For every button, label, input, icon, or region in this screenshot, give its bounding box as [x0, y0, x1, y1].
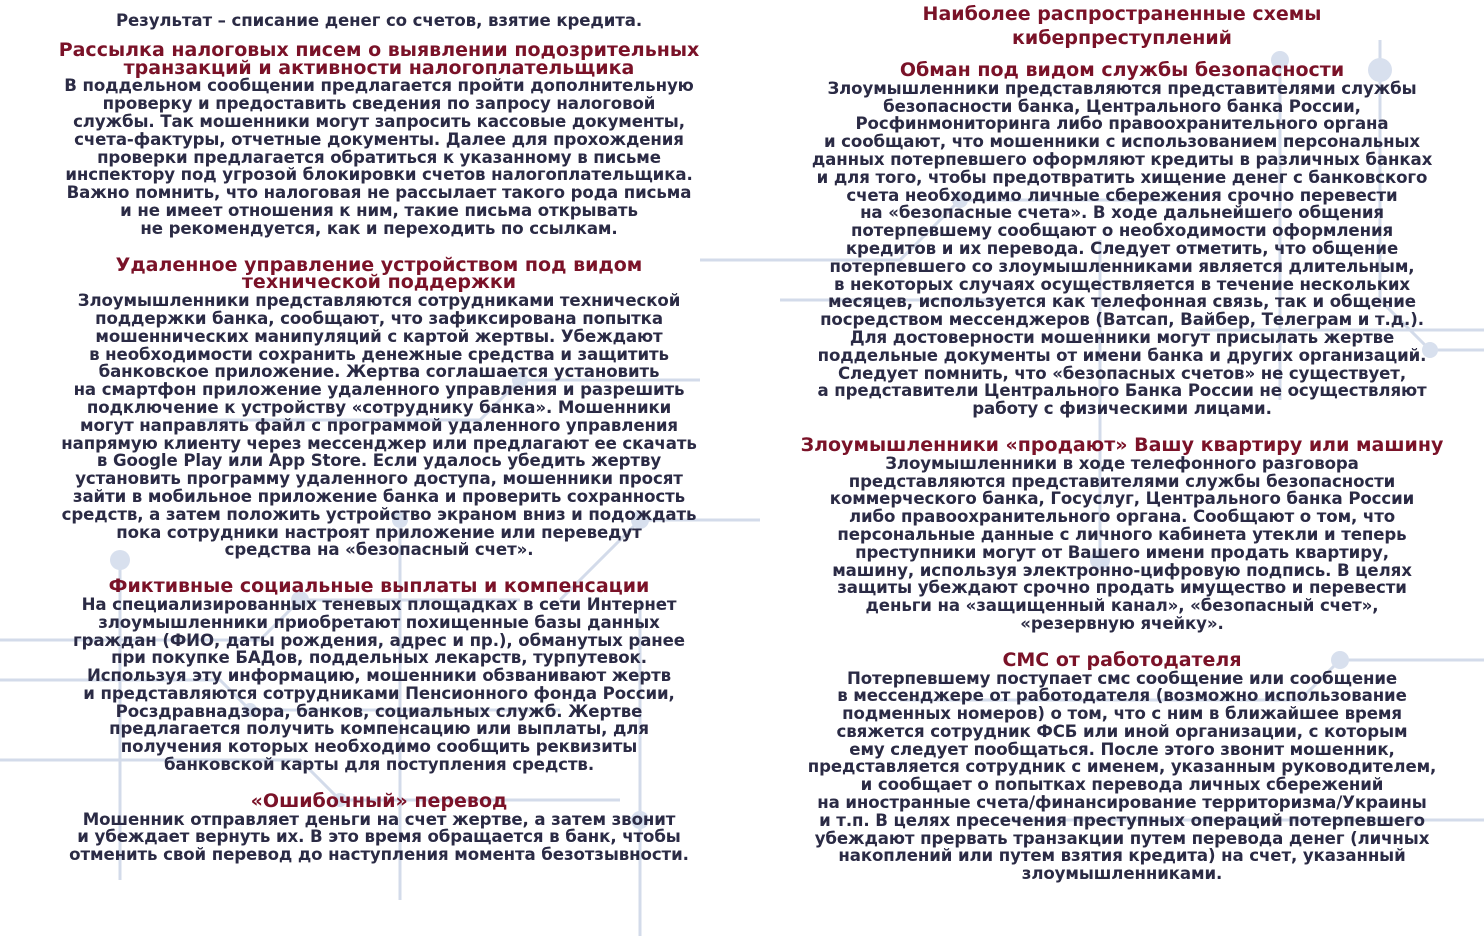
section-heading-social-payments: Фиктивные социальные выплаты и компенсации — [108, 575, 650, 598]
section-body-social-payments: На специализированных теневых площадках в сети Интернет злоумышленники приобретают похищенные базы данных граждан (ФИО, даты рождения, адрес и пр.), обманутых ранее при покупке БАДов, поддельных лекарств, турпутевок. Используя эту информацию, мошенники обзванивают жертв и представляются сотрудниками Пенсионного фонда России, Росздравнадзора, банков, социальных служб. Жертве предлагается получить компенсацию или выплаты, для получения которых необходимо сообщить реквизиты банковской карты для поступления средств. — [73, 594, 685, 775]
section-heading-remote-control: Удаленное управление устройством под видом технической поддержки — [115, 253, 643, 294]
section-body-employer-sms: Потерпевшему поступает смс сообщение или сообщение в мессенджере от работодателя (возможно использование подменных номеров) о том, что с ним в ближайшее время свяжется сотрудник ФСБ или иной организации, с которым ему следует пообщаться. После этого звонит мошенник, представляется сотрудник с именем, указанным руководителем, и сообщает о попытках перевода личных сбережений на иностранные счета/финансирование территоризма/Украины и т.п. В целях пресечения преступных операций потерпевшего убеждают прервать транзакции путем перевода денег (личных накоплений или путем взятия кредита) на счет, указанный злоумышленниками. — [807, 668, 1437, 884]
intro-text: Результат – списание денег со счетов, взятие кредита. — [115, 11, 643, 30]
right-column — [760, 0, 1484, 883]
left-column — [8, 0, 750, 864]
section-heading-tax-letters: Рассылка налоговых писем о выявлении подозрительных транзакций и активности налогоплательщика — [58, 38, 700, 79]
section-heading-mistaken-transfer: «Ошибочный» перевод — [250, 789, 508, 812]
section-heading-property-sale: Злоумышленники «продают» Вашу квартиру или машину — [800, 433, 1444, 456]
section-heading-employer-sms: СМС от работодателя — [1002, 648, 1242, 671]
section-body-tax-letters: В поддельном сообщении предлагается пройти дополнительную проверку и предоставить сведения по запросу налоговой службы. Так мошенники могут запросить кассовые документы, счета-фактуры, отчетные документы. Далее для прохождения проверки предлагается обратиться к указанному в письме инспектору под угрозой блокировки счетов налогоплательщика. Важно помнить, что налоговая не рассылает такого рода письма и не имеет отношения к ним, такие письма открывать не рекомендуется, как и переходить по ссылкам. — [64, 76, 694, 238]
page-title: Наиболее распространенные схемы киберпреступлений — [922, 3, 1322, 49]
section-body-remote-control: Злоумышленники представляются сотрудниками технической поддержки банка, сообщают, что зафиксирована попытка мошеннических манипуляций с картой жертвы. Убеждают в необходимости сохранить денежные средства и защитить банковское приложение. Жертва соглашается установить на смартфон приложение удаленного управления и разрешить подключение к устройству «сотруднику банка». Мошенники могут направлять файл с программой удаленного управления напрямую клиенту через мессенджер или предлагают ее скачать в Google Play или App Store. Если удалось убедить жертву установить программу удаленного доступа, мошенники просят зайти в мобильное приложение банка и проверить сохранность средств, а затем положить устройство экраном вниз и подождать пока сотрудники настроят приложение или переведут средства на «безопасный счет». — [61, 291, 697, 560]
section-body-property-sale: Злоумышленники в ходе телефонного разговора представляются представителями службы безопасности коммерческого банка, Госуслуг, Центрального банка России либо правоохранительного органа. Сообщают о том, что персональные данные с личного кабинета утекли и теперь преступники могут от Вашего имени продать квартиру, машину, используя электронно-цифровую подпись. В целях защиты убеждают срочно продать имущество и перевести деньги на «защищенный канал», «безопасный счет», «резервную ячейку». — [829, 453, 1415, 633]
section-body-security-service: Злоумышленники представляются представителями службы безопасности банка, Центрального банка России, Росфинмониторинга либо правоохранительного органа и сообщают, что мошенники с использованием персональных данных потерпевшего оформляют кредиты в различных банках и для того, чтобы предотвратить хищение денег с банковского счета необходимо личные сбережения срочно перевести на «безопасные счета». В ходе дальнейшего общения потерпевшему сообщают о необходимости оформления кредитов и их перевода. Следует отметить, что общение потерпевшего со злоумышленниками является длительным, в некоторых случаях осуществляется в течение нескольких месяцев, используется как телефонная связь, так и общение посредством мессенджеров (Ватсап, Вайбер, Телеграм и т.д.). Для достоверности мошенники могут присылать жертве поддельные документы от имени банка и других организаций. Следует помнить, что «безопасных счетов» не существует, а представители Центрального Банка России не осуществляют работу с физическими лицами. — [811, 78, 1433, 419]
section-heading-security-service: Обман под видом службы безопасности — [899, 59, 1345, 81]
section-body-mistaken-transfer: Мошенник отправляет деньги на счет жертве, а затем звонит и убеждает вернуть их. В это время обращается в банк, чтобы отменить свой перевод до наступления момента безотзывности. — [69, 809, 689, 865]
